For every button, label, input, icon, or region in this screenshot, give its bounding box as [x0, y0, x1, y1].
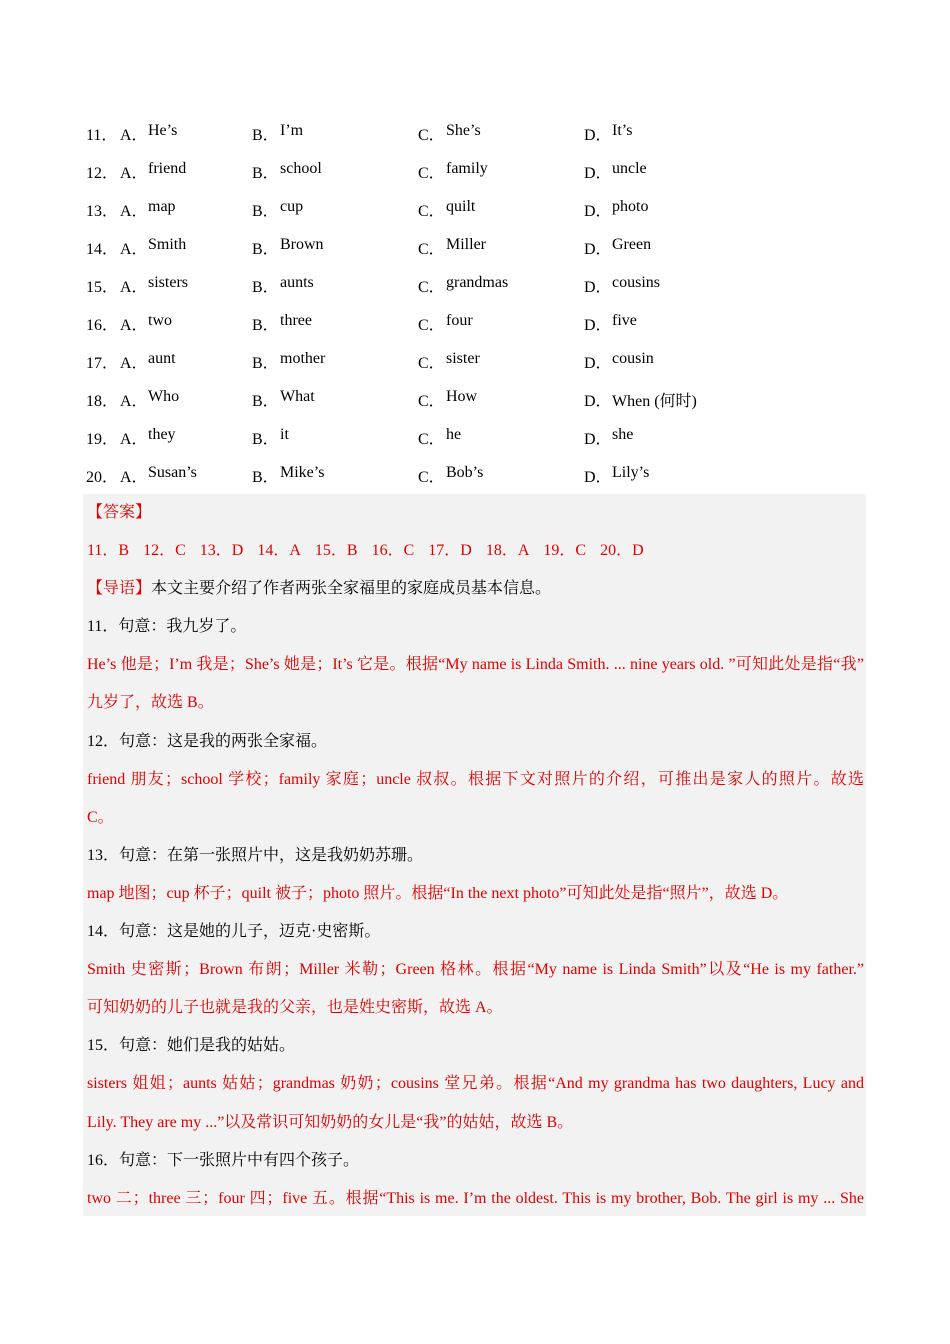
option-letter: B．	[252, 354, 279, 372]
option-letter: B．	[252, 278, 279, 296]
option-a	[120, 312, 252, 335]
option-b	[252, 122, 418, 145]
option-text: He’s	[148, 121, 178, 139]
option-text: they	[148, 425, 176, 443]
option-c	[418, 464, 584, 487]
option-text: Mike’s	[280, 463, 325, 481]
explanations	[83, 608, 866, 1216]
question-number: 13．	[86, 202, 119, 220]
option-text: school	[280, 159, 322, 177]
explanation-line: Lily. They are my ...”以及常识可知奶奶的女儿是“我”的姑姑，故选 B。	[87, 1113, 574, 1131]
question-number: 12．	[86, 164, 119, 182]
option-letter: A．	[120, 202, 148, 220]
option-b	[252, 236, 418, 259]
option-text: aunts	[280, 273, 314, 291]
sentence-meaning-line: 12．句意：这是我的两张全家福。	[87, 732, 328, 750]
answer-key: 11．B	[87, 542, 130, 560]
option-row	[86, 342, 876, 380]
option-text: She’s	[446, 121, 481, 139]
explanation-line: two 二；three 三；four 四；five 五。根据“This is me. I’m the oldest. This is my brother, Bob. The girl is my ... She	[87, 1189, 864, 1207]
sentence-meaning-line: 11．句意：我九岁了。	[87, 618, 247, 636]
option-letter: C．	[418, 468, 445, 486]
option-letter: C．	[418, 278, 445, 296]
option-letter: A．	[120, 430, 148, 448]
option-letter: A．	[120, 278, 148, 296]
answer-key: 14．A	[257, 542, 301, 560]
sentence-meaning-line: 15．句意：她们是我的姑姑。	[87, 1037, 296, 1055]
option-a	[120, 160, 252, 183]
option-letter: B．	[252, 430, 279, 448]
option-b	[252, 464, 418, 487]
option-letter: D．	[584, 468, 612, 486]
option-text: two	[148, 311, 172, 329]
option-b	[252, 312, 418, 335]
option-text: Brown	[280, 235, 324, 253]
option-letter: B．	[252, 202, 279, 220]
option-text: aunt	[148, 349, 176, 367]
option-d	[584, 464, 784, 487]
option-row	[86, 114, 876, 152]
guide-line	[83, 570, 866, 608]
option-d	[584, 160, 784, 183]
answer-key: 18．A	[485, 542, 530, 560]
option-letter: A．	[120, 392, 148, 410]
option-text: Miller	[446, 235, 486, 253]
option-d	[584, 426, 784, 449]
answer-key: 19．C	[543, 542, 587, 560]
option-text: Green	[612, 235, 652, 253]
option-a	[120, 426, 252, 449]
option-text: It’s	[612, 121, 633, 139]
option-text: cup	[280, 197, 304, 215]
option-text: I’m	[280, 121, 304, 139]
option-letter: A．	[120, 240, 148, 258]
option-letter: B．	[252, 316, 279, 334]
option-d	[584, 388, 784, 411]
option-text: Susan’s	[148, 463, 197, 481]
option-c	[418, 236, 584, 259]
option-c	[418, 122, 584, 145]
answer-section	[83, 494, 866, 1216]
question-number: 14．	[86, 240, 119, 258]
option-letter: D．	[584, 202, 612, 220]
option-letter: D．	[584, 278, 612, 296]
option-text: family	[446, 159, 488, 177]
option-letter: B．	[252, 468, 279, 486]
answer-key: 15．B	[314, 542, 358, 560]
sentence-meaning-line: 13．句意：在第一张照片中，这是我奶奶苏珊。	[87, 846, 424, 864]
option-letter: A．	[120, 316, 148, 334]
option-text: What	[280, 387, 315, 405]
option-letter: D．	[584, 392, 612, 410]
option-row	[86, 190, 876, 228]
option-a	[120, 122, 252, 145]
option-c	[418, 426, 584, 449]
guide-label: 【导语】	[87, 580, 152, 598]
option-text: mother	[280, 349, 326, 367]
explanation-line: 九岁了，故选 B。	[87, 694, 214, 712]
explanation-line: 可知奶奶的儿子也就是我的父亲，也是姓史密斯，故选 A。	[87, 999, 503, 1017]
guide-text: 本文主要介绍了作者两张全家福里的家庭成员基本信息。	[151, 580, 552, 598]
option-text: How	[446, 387, 478, 405]
option-d	[584, 122, 784, 145]
option-a	[120, 236, 252, 259]
option-d	[584, 274, 784, 297]
explanation-line: friend 朋友；school 学校；family 家庭；uncle 叔叔。根据下文对照片的介绍，可推出是家人的照片。故选	[87, 770, 864, 788]
question-number: 18．	[86, 392, 119, 410]
option-row	[86, 228, 876, 266]
option-text: uncle	[612, 159, 647, 177]
option-letter: B．	[252, 164, 279, 182]
answer-key: 17．D	[428, 542, 472, 560]
option-text: he	[446, 425, 462, 443]
option-b	[252, 274, 418, 297]
option-letter: C．	[418, 126, 445, 144]
option-letter: A．	[120, 468, 148, 486]
option-letter: D．	[584, 316, 612, 334]
option-d	[584, 236, 784, 259]
option-letter: C．	[418, 354, 445, 372]
question-number: 15．	[86, 278, 119, 296]
option-row	[86, 380, 876, 418]
option-letter: C．	[418, 240, 445, 258]
option-text: she	[612, 425, 634, 443]
option-letter: A．	[120, 164, 148, 182]
sentence-meaning-line: 14．句意：这是她的儿子，迈克·史密斯。	[87, 923, 381, 941]
answer-key: 20．D	[600, 542, 644, 560]
option-text: map	[148, 197, 176, 215]
option-d	[584, 312, 784, 335]
answer-key: 16．C	[371, 542, 415, 560]
option-d	[584, 198, 784, 221]
option-a	[120, 388, 252, 411]
option-b	[252, 198, 418, 221]
option-text: sisters	[148, 273, 188, 291]
option-text: it	[280, 425, 289, 443]
option-c	[418, 350, 584, 373]
option-letter: B．	[252, 392, 279, 410]
option-letter: D．	[584, 430, 612, 448]
option-b	[252, 426, 418, 449]
option-a	[120, 350, 252, 373]
explanation-line: map 地图；cup 杯子；quilt 被子；photo 照片。根据“In the next photo”可知此处是指“照片”，故选 D。	[87, 884, 789, 902]
question-number: 17．	[86, 354, 119, 372]
option-a	[120, 198, 252, 221]
question-number: 19．	[86, 430, 119, 448]
option-c	[418, 198, 584, 221]
option-text: grandmas	[446, 273, 509, 291]
option-c	[418, 160, 584, 183]
option-text: five	[612, 311, 637, 329]
option-text: Smith	[148, 235, 187, 253]
option-letter: C．	[418, 430, 445, 448]
option-text: Lily’s	[612, 463, 650, 481]
answer-keys	[83, 532, 866, 570]
option-letter: D．	[584, 354, 612, 372]
option-letter: D．	[584, 126, 612, 144]
option-letter: C．	[418, 392, 445, 410]
option-letter: A．	[120, 126, 148, 144]
answer-key: 12．C	[143, 542, 186, 560]
sentence-meaning-line: 16．句意：下一张照片中有四个孩子。	[87, 1151, 360, 1169]
explanation-line: sisters 姐姐；aunts 姑姑；grandmas 奶奶；cousins 堂兄弟。根据“And my grandma has two daughters, Lucy and	[87, 1075, 864, 1093]
option-row	[86, 304, 876, 342]
option-b	[252, 388, 418, 411]
option-text: cousins	[612, 273, 660, 291]
option-b	[252, 160, 418, 183]
option-a	[120, 274, 252, 297]
option-letter: D．	[584, 240, 612, 258]
option-text: four	[446, 311, 473, 329]
explanation-line: Smith 史密斯；Brown 布朗；Miller 米勒；Green 格林。根据“My name is Linda Smith”以及“He is my father.”	[87, 961, 864, 979]
option-c	[418, 388, 584, 411]
option-c	[418, 312, 584, 335]
option-b	[252, 350, 418, 373]
option-letter: C．	[418, 164, 445, 182]
option-row	[86, 456, 876, 494]
option-text: Who	[148, 387, 180, 405]
option-text: quilt	[446, 197, 476, 215]
option-letter: B．	[252, 240, 279, 258]
explanation-line: C。	[87, 808, 114, 826]
option-letter: B．	[252, 126, 279, 144]
option-text: friend	[148, 159, 187, 177]
option-letter: C．	[418, 202, 445, 220]
option-letter: D．	[584, 164, 612, 182]
option-row	[86, 266, 876, 304]
option-letter: C．	[418, 316, 445, 334]
option-text: Bob’s	[446, 463, 484, 481]
question-number: 20．	[86, 468, 119, 486]
option-letter: A．	[120, 354, 148, 372]
question-number: 11．	[86, 126, 118, 144]
option-row	[86, 418, 876, 456]
answer-key: 13．D	[199, 542, 244, 560]
option-text: When (何时)	[612, 392, 697, 410]
explanation-line: He’s 他是；I’m 我是；She’s 她是；It’s 它是。根据“My name is Linda Smith. ... nine years old. ”可知此处是指“我”	[87, 656, 864, 674]
option-row	[86, 152, 876, 190]
options-table	[86, 114, 876, 494]
question-number: 16．	[86, 316, 119, 334]
option-text: sister	[446, 349, 480, 367]
option-text: cousin	[612, 349, 654, 367]
option-c	[418, 274, 584, 297]
option-a	[120, 464, 252, 487]
option-text: three	[280, 311, 312, 329]
option-d	[584, 350, 784, 373]
answer-heading: 【答案】	[87, 504, 152, 521]
option-text: photo	[612, 197, 649, 215]
